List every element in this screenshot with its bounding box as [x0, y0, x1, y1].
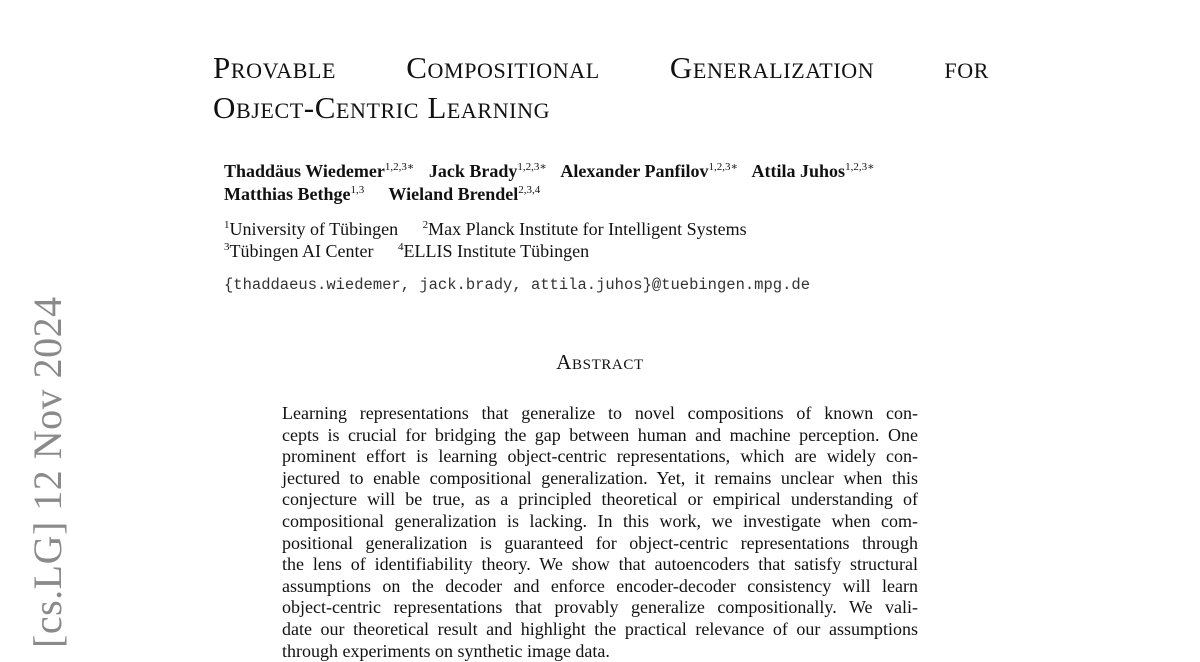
affiliation	[224, 241, 373, 261]
abstract-line: cepts is crucial for bridging the gap between human and machine perception. One	[282, 424, 918, 445]
affiliation	[398, 241, 589, 261]
author-affil-sup: 1,2,3∗	[708, 161, 739, 173]
author-name: Jack Brady	[428, 161, 518, 181]
author-name: Alexander Panfilov	[560, 161, 709, 181]
author-emails[interactable]: {thaddaeus.wiedemer, jack.brady, attila.juhos}@tuebingen.mpg.de	[224, 276, 810, 294]
author	[388, 184, 540, 204]
author-name: Matthias Bethge	[224, 184, 351, 204]
abstract-line: positional generalization is guaranteed for object-centric representations through	[282, 532, 918, 553]
abstract-heading: Abstract	[556, 350, 644, 374]
abstract-line: assumptions on the decoder and enforce encoder-decoder consistency will learn	[282, 575, 918, 596]
author-affil-sup: 1,3	[350, 184, 365, 196]
affiliation-list	[224, 218, 1004, 262]
affiliation-name: University of Tübingen	[229, 219, 399, 239]
abstract-line: through experiments on synthetic image data.	[282, 640, 610, 661]
paper-title	[213, 48, 989, 128]
author-affil-sup: 1,2,3∗	[845, 161, 875, 173]
author	[560, 161, 738, 181]
author	[752, 161, 875, 181]
author-name: Attila Juhos	[751, 161, 846, 181]
affiliation-name: ELLIS Institute Tübingen	[403, 241, 590, 261]
title-line-1: Provable Compositional Generalization for	[213, 50, 989, 85]
title-line-2: Object-Centric Learning	[213, 90, 551, 125]
author-name: Wieland Brendel	[388, 184, 519, 204]
author-row	[224, 183, 1004, 206]
author	[224, 161, 414, 181]
affiliation-sup: 1	[224, 219, 230, 231]
abstract-line: compositional generalization is lacking. In this work, we investigate when com-	[282, 510, 918, 531]
affiliation-name: Max Planck Institute for Intelligent Systems	[428, 219, 747, 239]
abstract-line: the lens of identifiability theory. We show that autoencoders that satisfy structural	[282, 554, 918, 575]
affiliation-sup: 3	[224, 241, 230, 253]
affiliation	[224, 219, 398, 239]
abstract-body	[282, 403, 918, 662]
abstract-line: date our theoretical result and highlight the practical relevance of our assumptions	[282, 618, 918, 639]
affiliation-sup: 4	[397, 241, 404, 253]
arxiv-side-stamp: [cs.LG] 12 Nov 2024	[25, 296, 70, 648]
affiliation-row	[224, 240, 1004, 262]
author-list	[224, 160, 1004, 206]
author-name: Thaddäus Wiedemer	[224, 161, 385, 181]
author-affil-sup: 1,2,3∗	[384, 161, 415, 173]
abstract-line: object-centric representations that provably generalize compositionally. We vali-	[282, 597, 918, 618]
abstract-line: jectured to enable compositional generalization. Yet, it remains unclear when this	[282, 467, 918, 488]
author	[224, 184, 364, 204]
author	[429, 161, 547, 181]
affiliation-sup: 2	[422, 219, 429, 231]
affiliation	[423, 219, 747, 239]
abstract-line: conjecture will be true, as a principled theoretical or empirical understanding of	[282, 489, 918, 510]
abstract-line: prominent effort is learning object-centric representations, which are widely con-	[282, 446, 918, 467]
abstract-line: Learning representations that generalize to novel compositions of known con-	[282, 403, 918, 423]
author-affil-sup: 2,3,4	[518, 184, 541, 196]
affiliation-name: Tübingen AI Center	[229, 241, 374, 261]
author-affil-sup: 1,2,3∗	[517, 161, 547, 173]
author-row	[224, 160, 1004, 183]
affiliation-row	[224, 218, 1004, 240]
